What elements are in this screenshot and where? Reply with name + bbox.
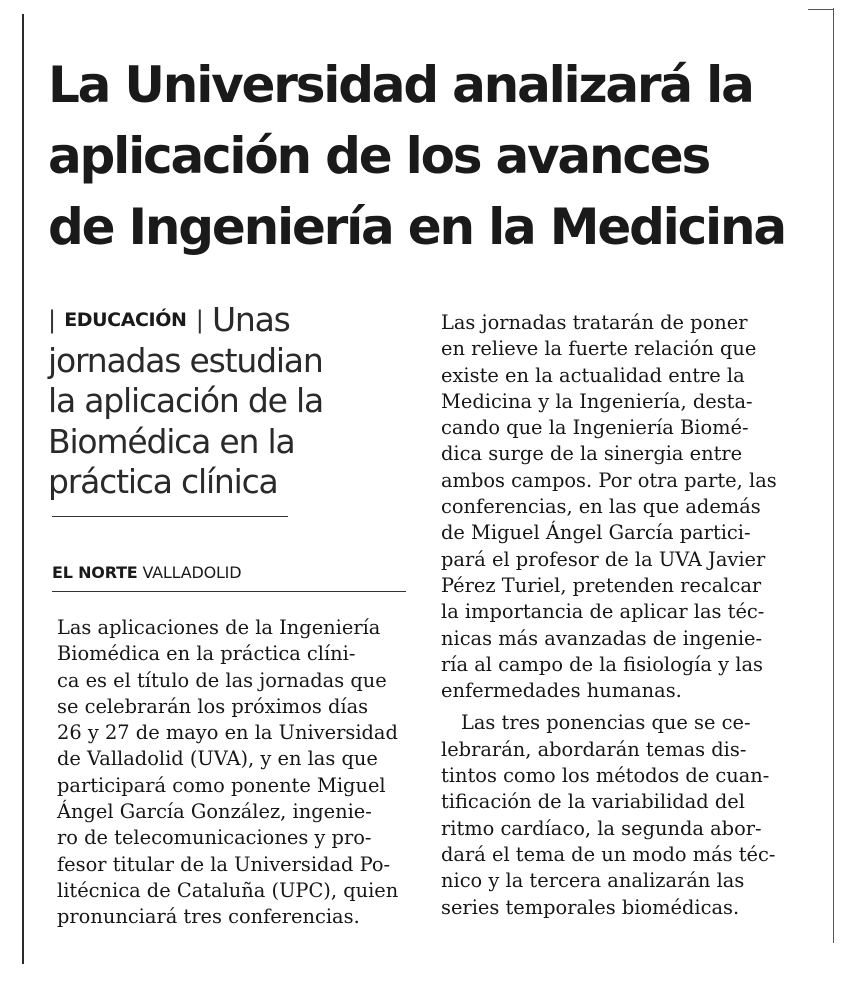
body-line: lebrarán, abordarán temas dis- [441,737,747,761]
subheadline-line: Biomédica en la [48,421,295,461]
body-column-right [441,310,777,921]
headline-line: de Ingeniería en la Medicina [48,198,785,256]
body-line: ambos campos. Por otra parte, las [441,468,777,492]
body-line: 26 y 27 de mayo en la Universidad [57,721,398,745]
body-line: Las aplicaciones de la Ingeniería [57,616,381,639]
byline-location: VALLADOLID [142,563,242,582]
subheadline-line: práctica clínica [48,462,278,501]
body-line: dica surge de la sinergia entre [441,442,743,466]
byline [52,563,412,582]
body-line: tintos como los métodos de cuan- [441,764,770,788]
clipping-right-edge [833,8,834,943]
body-line: nicas más avanzadas de ingenie- [441,626,763,650]
body-line: enfermedades humanas. [441,679,682,703]
clipping-left-edge [22,14,24,964]
body-line: participará como ponente Miguel [57,773,386,797]
body-line: cando que la Ingeniería Biomé- [441,416,749,440]
body-line: Pérez Turiel, pretenden recalcar [441,573,762,597]
body-line: litécnica de Cataluña (UPC), quien [57,878,399,902]
body-line: existe en la actualidad entre la [441,363,745,387]
body-line: pronunciará tres conferencias. [57,905,360,929]
subheadline-text: Unas [211,300,290,339]
section-tag: EDUCACIÓN [64,309,187,331]
byline-paper: EL NORTE [52,563,138,582]
body-line: dará el tema de un modo más téc- [441,842,776,866]
byline-rule [52,591,406,592]
body-line: conferencias, en las que además [441,495,761,519]
clipping-corner-mark [808,9,834,10]
body-line: Las jornadas tratarán de poner [441,311,748,334]
body-line: series temporales biomédicas. [441,895,740,919]
subheadline-first-line [48,300,388,341]
body-line: tificación de la variabilidad del [441,790,745,814]
subheadline-line: la aplicación de la [48,381,323,420]
body-line: ría al campo de la fisiología y las [441,652,763,676]
body-line: fesor titular de la Universidad Po- [57,852,391,876]
body-line: la importancia de aplicar las téc- [441,600,765,624]
body-line: nico y la tercera analizarán las [441,869,745,893]
subheadline-rule [52,516,288,517]
subheadline-line: jornadas estudian [48,340,323,380]
subheadline [48,300,388,503]
headline-line: aplicación de los avances [48,127,710,185]
body-line: se celebrarán los próximos días [57,694,369,718]
body-line: ritmo cardíaco, la segunda abor- [441,816,762,840]
body-line: Las tres ponencias que se ce- [461,711,751,735]
section-divider: | [48,306,55,334]
body-line: pará el profesor de la UVA Javier [441,547,766,571]
section-divider: | [195,306,203,334]
body-line: Biomédica en la práctica clíni- [57,642,356,666]
body-line: ro de telecomunicaciones y pro- [57,826,372,850]
body-line: de Miguel Ángel García partici- [441,521,751,545]
body-line: de Valladolid (UVA), y en las que [57,747,378,771]
body-line: ca es el título de las jornadas que [57,668,387,692]
body-column-left [57,615,398,931]
headline-line: La Universidad analizará la [48,56,753,114]
body-line: Ángel García González, ingenie- [57,800,372,824]
body-line: en relieve la fuerte relación que [441,337,757,361]
headline [48,50,818,263]
body-line: Medicina y la Ingeniería, desta- [441,389,753,413]
